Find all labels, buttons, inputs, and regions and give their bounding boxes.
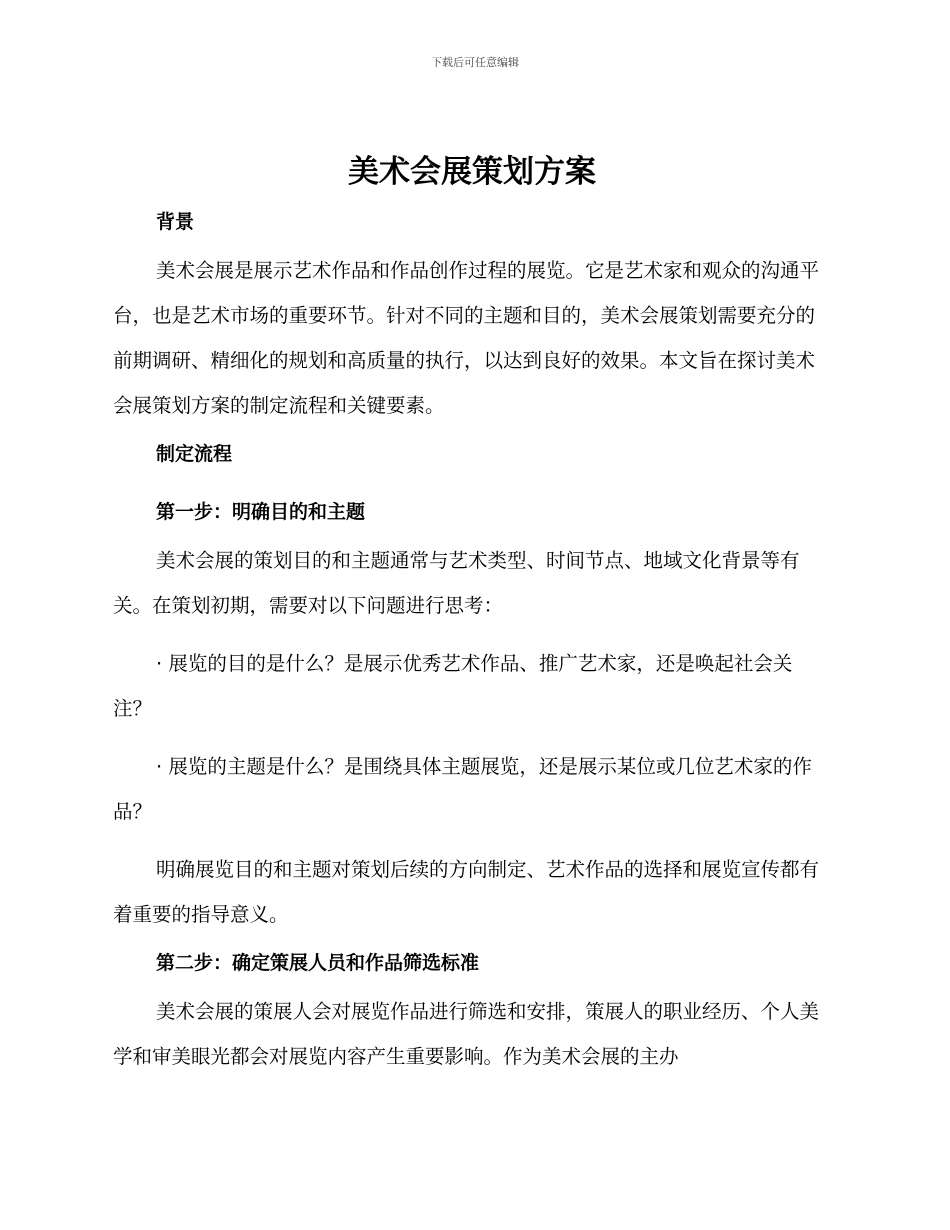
heading-process: 制定流程: [156, 443, 233, 465]
paragraph-step-1: 美术会展的策划目的和主题通常与艺术类型、时间节点、地域文化背景等有关。在策划初期，需要对以下问题进行思考：: [113, 549, 800, 617]
heading-background: 背景: [156, 211, 195, 233]
bullet-item-purpose: · 展览的目的是什么？是展示优秀艺术作品、推广艺术家，还是唤起社会关注？: [113, 652, 793, 720]
document-title: 美术会展策划方案: [348, 154, 596, 190]
paragraph-step-1-conclusion: 明确展览目的和主题对策划后续的方向制定、艺术作品的选择和展览宣传都有着重要的指导意义。: [113, 858, 820, 926]
header-note: 下载后可任意编辑: [431, 56, 519, 69]
paragraph-background: 美术会展是展示艺术作品和作品创作过程的展览。它是艺术家和观众的沟通平台，也是艺术市场的重要环节。针对不同的主题和目的，美术会展策划需要充分的前期调研、精细化的规划和高质量的执行，以达到良好的效果。本文旨在探讨美术会展策划方案的制定流程和关键要素。: [113, 259, 820, 417]
heading-step-2: 第二步：确定策展人员和作品筛选标准: [156, 952, 480, 974]
heading-step-1: 第一步：明确目的和主题: [156, 501, 366, 523]
document-body: [113, 148, 831, 1079]
paragraph-step-2: 美术会展的策展人会对展览作品进行筛选和安排，策展人的职业经历、个人美学和审美眼光都会对展览内容产生重要影响。作为美术会展的主办: [113, 1000, 820, 1068]
bullet-item-theme: · 展览的主题是什么？是围绕具体主题展览，还是展示某位或几位艺术家的作品？: [113, 755, 812, 823]
